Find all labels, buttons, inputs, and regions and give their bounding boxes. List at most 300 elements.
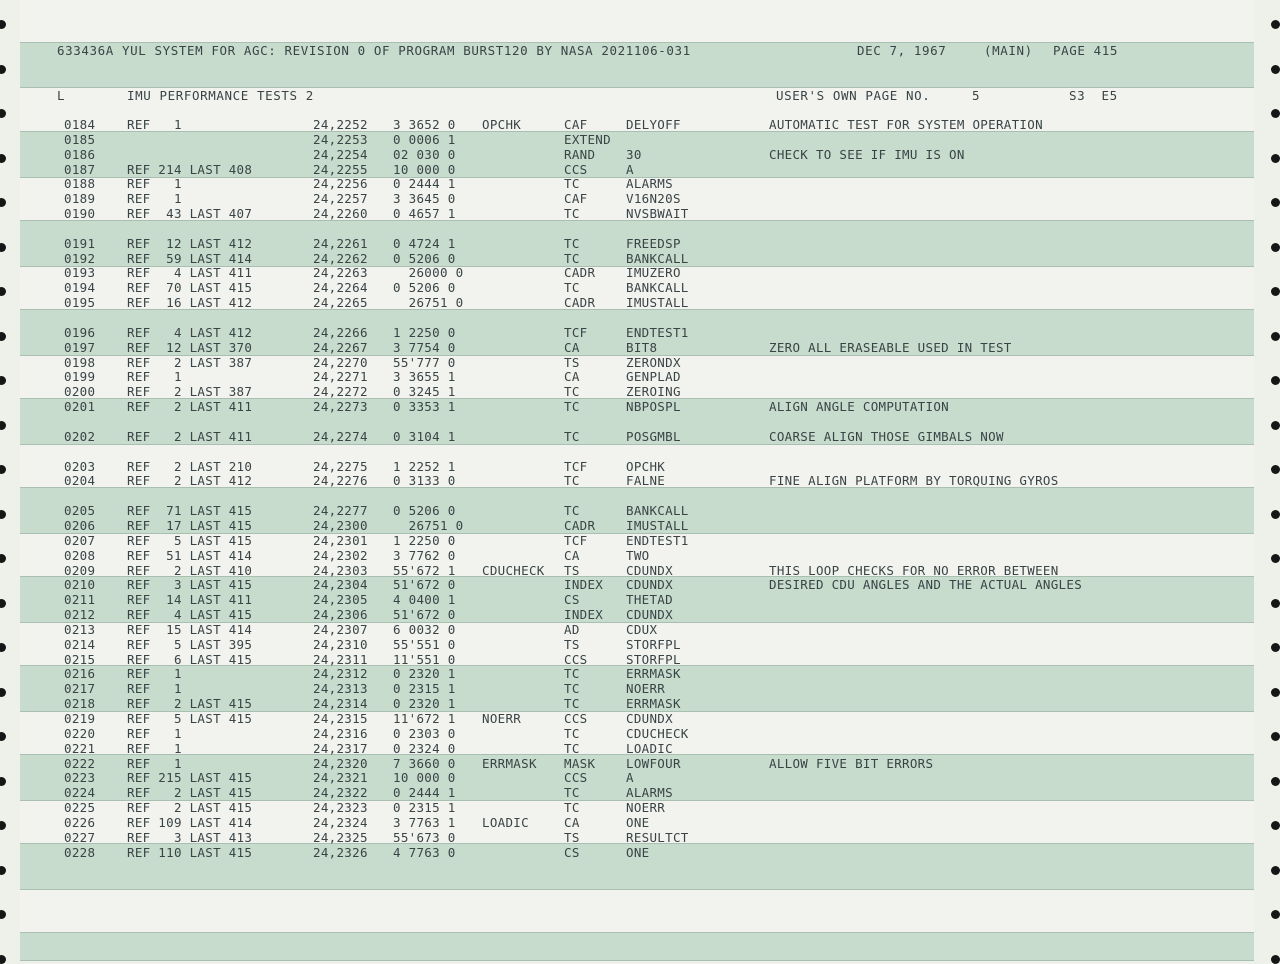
line-number: 0194 bbox=[64, 280, 96, 295]
address: 24,2261 bbox=[313, 236, 368, 251]
operand: IMUZERO bbox=[626, 265, 681, 280]
address: 24,2252 bbox=[313, 117, 368, 132]
sprocket-hole bbox=[0, 732, 6, 741]
octal-data: 0 2444 1 bbox=[393, 176, 456, 191]
green-band bbox=[20, 932, 1254, 961]
address: 24,2313 bbox=[313, 681, 368, 696]
ref-column: REF 4 LAST 412 bbox=[127, 325, 253, 340]
opcode: CA bbox=[564, 815, 580, 830]
sprocket-hole bbox=[0, 866, 6, 875]
header-page-label: PAGE 415 bbox=[1053, 43, 1119, 58]
operand: ENDTEST1 bbox=[626, 533, 689, 548]
opcode: CAF bbox=[564, 117, 588, 132]
address: 24,2260 bbox=[313, 206, 368, 221]
sprocket-hole bbox=[0, 465, 6, 474]
sprocket-hole bbox=[0, 109, 6, 118]
ref-column: REF 2 LAST 411 bbox=[127, 399, 253, 414]
address: 24,2300 bbox=[313, 518, 368, 533]
line-number: 0191 bbox=[64, 236, 96, 251]
octal-data: 4 0400 1 bbox=[393, 592, 456, 607]
opcode: CA bbox=[564, 548, 580, 563]
ref-column: REF 51 LAST 414 bbox=[127, 548, 253, 563]
sprocket-hole bbox=[0, 910, 6, 919]
operand: BIT8 bbox=[626, 340, 658, 355]
line-number: 0196 bbox=[64, 325, 96, 340]
opcode: CA bbox=[564, 340, 580, 355]
operand: A bbox=[626, 770, 634, 785]
address: 24,2273 bbox=[313, 399, 368, 414]
line-number: 0186 bbox=[64, 147, 96, 162]
operand: STORFPL bbox=[626, 652, 681, 667]
ref-column: REF 4 LAST 411 bbox=[127, 265, 253, 280]
octal-data: 0 2303 0 bbox=[393, 726, 456, 741]
octal-data: 10 000 0 bbox=[393, 770, 456, 785]
line-number: 0207 bbox=[64, 533, 96, 548]
opcode: TC bbox=[564, 696, 580, 711]
sprocket-hole bbox=[0, 688, 6, 697]
opcode: TCF bbox=[564, 325, 588, 340]
operand: CDUNDX bbox=[626, 563, 673, 578]
opcode: TC bbox=[564, 280, 580, 295]
octal-data: 10 000 0 bbox=[393, 162, 456, 177]
opcode: TC bbox=[564, 206, 580, 221]
ref-column: REF 214 LAST 408 bbox=[127, 162, 253, 177]
opcode: MASK bbox=[564, 756, 596, 771]
ref-column: REF 2 LAST 412 bbox=[127, 473, 253, 488]
comment: DESIRED CDU ANGLES AND THE ACTUAL ANGLES bbox=[769, 577, 1083, 592]
sprocket-hole bbox=[0, 243, 6, 252]
octal-data: 0 2315 1 bbox=[393, 681, 456, 696]
ref-column: REF 59 LAST 414 bbox=[127, 251, 253, 266]
ref-column: REF 1 bbox=[127, 369, 182, 384]
operand: CDUCHECK bbox=[626, 726, 689, 741]
octal-data: 1 2250 0 bbox=[393, 533, 456, 548]
operand: LOADIC bbox=[626, 741, 673, 756]
address: 24,2317 bbox=[313, 741, 368, 756]
ref-column: REF 2 LAST 415 bbox=[127, 800, 253, 815]
sprocket-hole bbox=[0, 376, 6, 385]
address: 24,2304 bbox=[313, 577, 368, 592]
sprocket-hole bbox=[1271, 421, 1280, 430]
comment: FINE ALIGN PLATFORM BY TORQUING GYROS bbox=[769, 473, 1059, 488]
sprocket-hole bbox=[1271, 777, 1280, 786]
operand: LOWFOUR bbox=[626, 756, 681, 771]
ref-column: REF 2 LAST 411 bbox=[127, 429, 253, 444]
opcode: TC bbox=[564, 800, 580, 815]
operand: FREEDSP bbox=[626, 236, 681, 251]
line-number: 0202 bbox=[64, 429, 96, 444]
octal-data: 3 3645 0 bbox=[393, 191, 456, 206]
opcode: AD bbox=[564, 622, 580, 637]
operand: ONE bbox=[626, 845, 650, 860]
operand: NOERR bbox=[626, 800, 666, 815]
octal-data: 0 5206 0 bbox=[393, 503, 456, 518]
opcode: TCF bbox=[564, 533, 588, 548]
opcode: TS bbox=[564, 355, 580, 370]
address: 24,2255 bbox=[313, 162, 368, 177]
ref-column: REF 109 LAST 414 bbox=[127, 815, 253, 830]
opcode: EXTEND bbox=[564, 132, 611, 147]
address: 24,2305 bbox=[313, 592, 368, 607]
octal-data: 02 030 0 bbox=[393, 147, 456, 162]
opcode: CCS bbox=[564, 162, 588, 177]
octal-data: 26000 0 bbox=[393, 265, 464, 280]
ref-column: REF 6 LAST 415 bbox=[127, 652, 253, 667]
sprocket-hole bbox=[0, 821, 6, 830]
address: 24,2272 bbox=[313, 384, 368, 399]
line-number: 0223 bbox=[64, 770, 96, 785]
line-number: 0185 bbox=[64, 132, 96, 147]
comment: ZERO ALL ERASEABLE USED IN TEST bbox=[769, 340, 1012, 355]
octal-data: 0 5206 0 bbox=[393, 251, 456, 266]
sprocket-hole bbox=[0, 421, 6, 430]
operand: ZERONDX bbox=[626, 355, 681, 370]
operand: CDUX bbox=[626, 622, 658, 637]
operand: ONE bbox=[626, 815, 650, 830]
opcode: TCF bbox=[564, 459, 588, 474]
octal-data: 0 0006 1 bbox=[393, 132, 456, 147]
line-number: 0217 bbox=[64, 681, 96, 696]
operand: THETAD bbox=[626, 592, 673, 607]
operand: NOERR bbox=[626, 681, 666, 696]
address: 24,2265 bbox=[313, 295, 368, 310]
operand: TWO bbox=[626, 548, 650, 563]
header-codes: S3 E5 bbox=[1069, 88, 1118, 103]
sprocket-hole bbox=[1271, 332, 1280, 341]
octal-data: 26751 0 bbox=[393, 518, 464, 533]
ref-column: REF 1 bbox=[127, 191, 182, 206]
octal-data: 55'777 0 bbox=[393, 355, 456, 370]
address: 24,2303 bbox=[313, 563, 368, 578]
operand: ALARMS bbox=[626, 176, 673, 191]
opcode: TC bbox=[564, 666, 580, 681]
address: 24,2325 bbox=[313, 830, 368, 845]
opcode: TS bbox=[564, 830, 580, 845]
line-number: 0187 bbox=[64, 162, 96, 177]
address: 24,2256 bbox=[313, 176, 368, 191]
opcode: CCS bbox=[564, 652, 588, 667]
opcode: CADR bbox=[564, 295, 596, 310]
sprocket-hole bbox=[1271, 866, 1280, 875]
octal-data: 0 2320 1 bbox=[393, 696, 456, 711]
operand: NVSBWAIT bbox=[626, 206, 689, 221]
address: 24,2270 bbox=[313, 355, 368, 370]
operand: BANKCALL bbox=[626, 503, 689, 518]
line-number: 0205 bbox=[64, 503, 96, 518]
ref-column: REF 1 bbox=[127, 756, 182, 771]
sprocket-hole bbox=[0, 510, 6, 519]
opcode: INDEX bbox=[564, 607, 604, 622]
sprocket-hole bbox=[1271, 465, 1280, 474]
line-number: 0203 bbox=[64, 459, 96, 474]
comment: COARSE ALIGN THOSE GIMBALS NOW bbox=[769, 429, 1004, 444]
operand: GENPLAD bbox=[626, 369, 681, 384]
ref-column: REF 1 bbox=[127, 741, 182, 756]
operand: IMUSTALL bbox=[626, 518, 689, 533]
opcode: INDEX bbox=[564, 577, 604, 592]
opcode: CADR bbox=[564, 518, 596, 533]
address: 24,2276 bbox=[313, 473, 368, 488]
address: 24,2253 bbox=[313, 132, 368, 147]
operand: NBPOSPL bbox=[626, 399, 681, 414]
line-number: 0226 bbox=[64, 815, 96, 830]
sprocket-hole bbox=[0, 643, 6, 652]
ref-column: REF 5 LAST 395 bbox=[127, 637, 253, 652]
octal-data: 26751 0 bbox=[393, 295, 464, 310]
octal-data: 55'672 1 bbox=[393, 563, 456, 578]
octal-data: 0 2324 0 bbox=[393, 741, 456, 756]
operand: DELYOFF bbox=[626, 117, 681, 132]
address: 24,2312 bbox=[313, 666, 368, 681]
header-section-title: IMU PERFORMANCE TESTS 2 bbox=[127, 88, 314, 103]
line-number: 0193 bbox=[64, 265, 96, 280]
ref-column: REF 215 LAST 415 bbox=[127, 770, 253, 785]
opcode: TC bbox=[564, 236, 580, 251]
header-listing-marker: L bbox=[57, 88, 66, 103]
address: 24,2277 bbox=[313, 503, 368, 518]
sprocket-hole bbox=[0, 154, 6, 163]
sprocket-hole bbox=[1271, 20, 1280, 29]
line-number: 0214 bbox=[64, 637, 96, 652]
ref-column: REF 5 LAST 415 bbox=[127, 711, 253, 726]
ref-column: REF 70 LAST 415 bbox=[127, 280, 253, 295]
line-number: 0206 bbox=[64, 518, 96, 533]
address: 24,2262 bbox=[313, 251, 368, 266]
ref-column: REF 16 LAST 412 bbox=[127, 295, 253, 310]
operand: CDUNDX bbox=[626, 577, 673, 592]
line-number: 0228 bbox=[64, 845, 96, 860]
opcode: TS bbox=[564, 563, 580, 578]
operand: ENDTEST1 bbox=[626, 325, 689, 340]
sprocket-hole bbox=[1271, 643, 1280, 652]
operand: CDUNDX bbox=[626, 711, 673, 726]
header-program-line: 633436A YUL SYSTEM FOR AGC: REVISION 0 OF PROGRAM BURST120 BY NASA 2021106-031 bbox=[57, 43, 691, 58]
opcode: TS bbox=[564, 637, 580, 652]
address: 24,2323 bbox=[313, 800, 368, 815]
ref-column: REF 110 LAST 415 bbox=[127, 845, 253, 860]
sprocket-hole bbox=[0, 20, 6, 29]
octal-data: 3 3655 1 bbox=[393, 369, 456, 384]
line-number: 0195 bbox=[64, 295, 96, 310]
line-number: 0189 bbox=[64, 191, 96, 206]
address: 24,2321 bbox=[313, 770, 368, 785]
ref-column: REF 1 bbox=[127, 666, 182, 681]
header-users-page-number: 5 bbox=[972, 88, 981, 103]
sprocket-hole bbox=[0, 777, 6, 786]
octal-data: 51'672 0 bbox=[393, 607, 456, 622]
ref-column: REF 15 LAST 414 bbox=[127, 622, 253, 637]
octal-data: 0 4657 1 bbox=[393, 206, 456, 221]
octal-data: 6 0032 0 bbox=[393, 622, 456, 637]
line-number: 0190 bbox=[64, 206, 96, 221]
address: 24,2264 bbox=[313, 280, 368, 295]
line-number: 0184 bbox=[64, 117, 96, 132]
ref-column: REF 2 LAST 410 bbox=[127, 563, 253, 578]
opcode: CCS bbox=[564, 711, 588, 726]
octal-data: 0 2320 1 bbox=[393, 666, 456, 681]
symbol-label: NOERR bbox=[482, 711, 522, 726]
octal-data: 1 2252 1 bbox=[393, 459, 456, 474]
opcode: TC bbox=[564, 429, 580, 444]
line-number: 0212 bbox=[64, 607, 96, 622]
octal-data: 11'551 0 bbox=[393, 652, 456, 667]
opcode: TC bbox=[564, 399, 580, 414]
sprocket-hole bbox=[1271, 732, 1280, 741]
comment: THIS LOOP CHECKS FOR NO ERROR BETWEEN bbox=[769, 563, 1059, 578]
comment: CHECK TO SEE IF IMU IS ON bbox=[769, 147, 965, 162]
line-number: 0197 bbox=[64, 340, 96, 355]
symbol-label: CDUCHECK bbox=[482, 563, 545, 578]
line-number: 0209 bbox=[64, 563, 96, 578]
octal-data: 0 5206 0 bbox=[393, 280, 456, 295]
ref-column: REF 5 LAST 415 bbox=[127, 533, 253, 548]
operand: STORFPL bbox=[626, 637, 681, 652]
sprocket-hole bbox=[1271, 198, 1280, 207]
octal-data: 3 3652 0 bbox=[393, 117, 456, 132]
address: 24,2311 bbox=[313, 652, 368, 667]
sprocket-hole bbox=[0, 332, 6, 341]
sprocket-hole bbox=[0, 65, 6, 74]
address: 24,2274 bbox=[313, 429, 368, 444]
sprocket-hole bbox=[1271, 243, 1280, 252]
address: 24,2302 bbox=[313, 548, 368, 563]
octal-data: 0 2315 1 bbox=[393, 800, 456, 815]
ref-column: REF 4 LAST 415 bbox=[127, 607, 253, 622]
ref-column: REF 14 LAST 411 bbox=[127, 592, 253, 607]
symbol-label: OPCHK bbox=[482, 117, 522, 132]
line-number: 0211 bbox=[64, 592, 96, 607]
octal-data: 7 3660 0 bbox=[393, 756, 456, 771]
opcode: TC bbox=[564, 473, 580, 488]
operand: ALARMS bbox=[626, 785, 673, 800]
octal-data: 3 7762 0 bbox=[393, 548, 456, 563]
ref-column: REF 71 LAST 415 bbox=[127, 503, 253, 518]
octal-data: 11'672 1 bbox=[393, 711, 456, 726]
line-number: 0208 bbox=[64, 548, 96, 563]
opcode: CA bbox=[564, 369, 580, 384]
sprocket-hole bbox=[0, 599, 6, 608]
line-number: 0199 bbox=[64, 369, 96, 384]
opcode: TC bbox=[564, 251, 580, 266]
line-number: 0219 bbox=[64, 711, 96, 726]
address: 24,2257 bbox=[313, 191, 368, 206]
octal-data: 55'551 0 bbox=[393, 637, 456, 652]
ref-column: REF 3 LAST 415 bbox=[127, 577, 253, 592]
ref-column: REF 2 LAST 415 bbox=[127, 785, 253, 800]
opcode: TC bbox=[564, 384, 580, 399]
octal-data: 3 7754 0 bbox=[393, 340, 456, 355]
operand: IMUSTALL bbox=[626, 295, 689, 310]
address: 24,2275 bbox=[313, 459, 368, 474]
comment: ALLOW FIVE BIT ERRORS bbox=[769, 756, 934, 771]
sprocket-hole bbox=[1271, 109, 1280, 118]
sprocket-hole bbox=[0, 287, 6, 296]
ref-column: REF 2 LAST 387 bbox=[127, 384, 253, 399]
line-number: 0198 bbox=[64, 355, 96, 370]
line-number: 0224 bbox=[64, 785, 96, 800]
address: 24,2322 bbox=[313, 785, 368, 800]
address: 24,2266 bbox=[313, 325, 368, 340]
line-number: 0204 bbox=[64, 473, 96, 488]
ref-column: REF 3 LAST 413 bbox=[127, 830, 253, 845]
ref-column: REF 1 bbox=[127, 726, 182, 741]
sprocket-hole bbox=[1271, 376, 1280, 385]
line-number: 0221 bbox=[64, 741, 96, 756]
comment: ALIGN ANGLE COMPUTATION bbox=[769, 399, 949, 414]
ref-column: REF 2 LAST 415 bbox=[127, 696, 253, 711]
address: 24,2316 bbox=[313, 726, 368, 741]
sprocket-hole bbox=[1271, 955, 1280, 964]
octal-data: 4 7763 0 bbox=[393, 845, 456, 860]
line-number: 0227 bbox=[64, 830, 96, 845]
address: 24,2324 bbox=[313, 815, 368, 830]
ref-column: REF 43 LAST 407 bbox=[127, 206, 253, 221]
sprocket-hole bbox=[1271, 154, 1280, 163]
ref-column: REF 1 bbox=[127, 681, 182, 696]
comment: AUTOMATIC TEST FOR SYSTEM OPERATION bbox=[769, 117, 1043, 132]
address: 24,2307 bbox=[313, 622, 368, 637]
address: 24,2326 bbox=[313, 845, 368, 860]
operand: BANKCALL bbox=[626, 251, 689, 266]
opcode: TC bbox=[564, 726, 580, 741]
ref-column: REF 2 LAST 210 bbox=[127, 459, 253, 474]
opcode: CADR bbox=[564, 265, 596, 280]
line-number: 0218 bbox=[64, 696, 96, 711]
operand: ERRMASK bbox=[626, 666, 681, 681]
line-number: 0200 bbox=[64, 384, 96, 399]
octal-data: 1 2250 0 bbox=[393, 325, 456, 340]
opcode: CS bbox=[564, 592, 580, 607]
sprocket-hole bbox=[0, 554, 6, 563]
operand: POSGMBL bbox=[626, 429, 681, 444]
opcode: TC bbox=[564, 741, 580, 756]
address: 24,2301 bbox=[313, 533, 368, 548]
sprocket-hole bbox=[0, 955, 6, 964]
opcode: TC bbox=[564, 785, 580, 800]
line-number: 0220 bbox=[64, 726, 96, 741]
sprocket-hole bbox=[1271, 910, 1280, 919]
opcode: TC bbox=[564, 503, 580, 518]
ref-column: REF 12 LAST 370 bbox=[127, 340, 253, 355]
operand: RESULTCT bbox=[626, 830, 689, 845]
operand: ERRMASK bbox=[626, 696, 681, 711]
octal-data: 0 3353 1 bbox=[393, 399, 456, 414]
header-users-page-label: USER'S OWN PAGE NO. bbox=[776, 88, 931, 103]
octal-data: 3 7763 1 bbox=[393, 815, 456, 830]
operand: V16N20S bbox=[626, 191, 681, 206]
header-date: DEC 7, 1967 bbox=[857, 43, 947, 58]
opcode: CS bbox=[564, 845, 580, 860]
octal-data: 0 3245 1 bbox=[393, 384, 456, 399]
operand: FALNE bbox=[626, 473, 666, 488]
opcode: CAF bbox=[564, 191, 588, 206]
sprocket-hole bbox=[1271, 599, 1280, 608]
operand: ZEROING bbox=[626, 384, 681, 399]
ref-column: REF 1 bbox=[127, 176, 182, 191]
line-number: 0225 bbox=[64, 800, 96, 815]
symbol-label: LOADIC bbox=[482, 815, 529, 830]
octal-data: 0 3133 0 bbox=[393, 473, 456, 488]
address: 24,2306 bbox=[313, 607, 368, 622]
address: 24,2315 bbox=[313, 711, 368, 726]
operand: CDUNDX bbox=[626, 607, 673, 622]
sprocket-hole bbox=[0, 198, 6, 207]
line-number: 0210 bbox=[64, 577, 96, 592]
octal-data: 55'673 0 bbox=[393, 830, 456, 845]
line-number: 0201 bbox=[64, 399, 96, 414]
ref-column: REF 1 bbox=[127, 117, 182, 132]
operand: BANKCALL bbox=[626, 280, 689, 295]
